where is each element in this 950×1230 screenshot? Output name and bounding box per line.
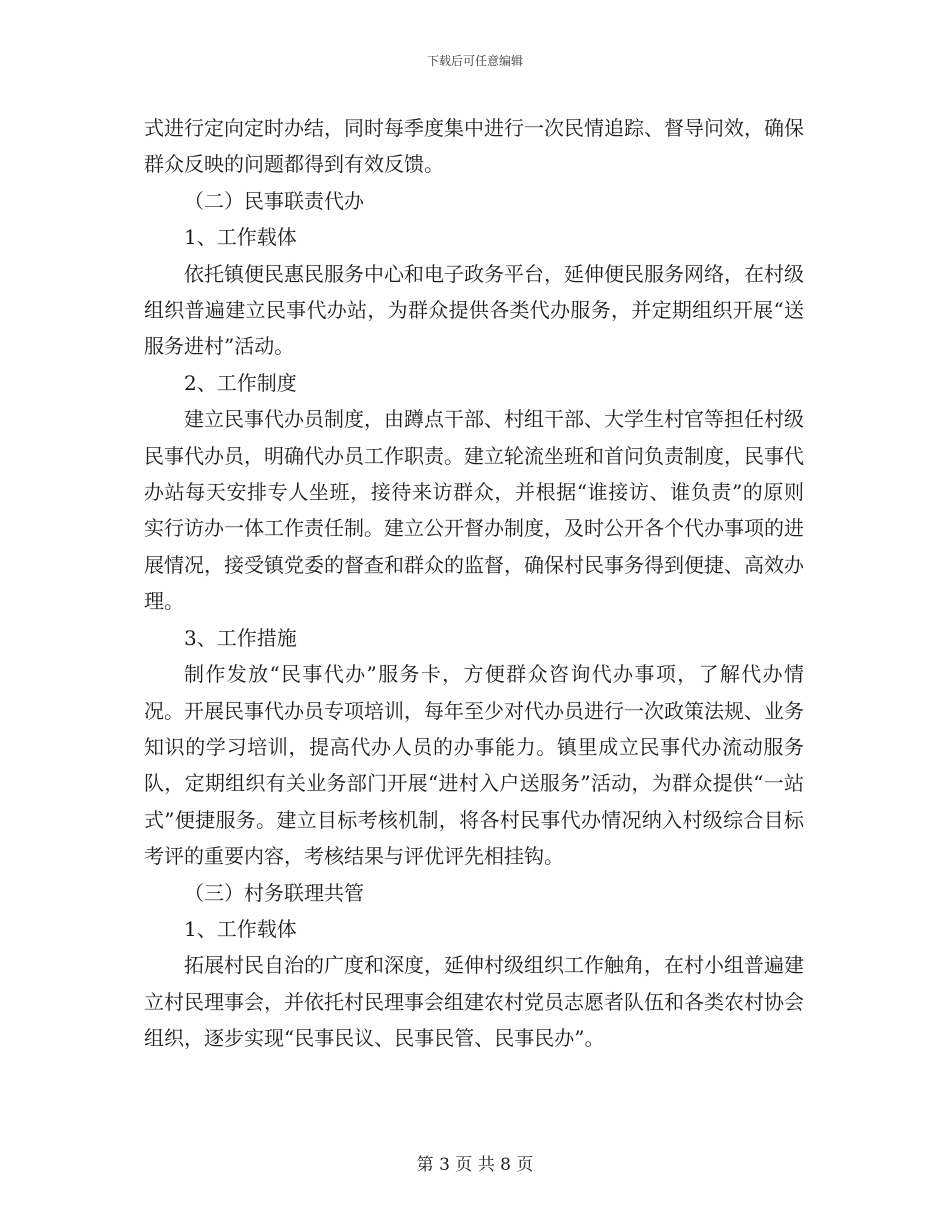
- paragraph-work-measures: 制作发放“民事代办”服务卡，方便群众咨询代办事项，了解代办情况。开展民事代办员专项培训，每年至少对代办员进行一次政策法规、业务知识的学习培训，提高代办人员的办事能力。镇里成立民事代办流动服务队，定期组织有关业务部门开展“进村入户送服务”活动，为群众提供“一站式”便捷服务。建立目标考核机制，将各村民事代办情况纳入村级综合目标考评的重要内容，考核结果与评优评先相挂钩。: [144, 662, 804, 869]
- paragraph-continued: 式进行定向定时办结，同时每季度集中进行一次民情追踪、督导问效，确保群众反映的问题都得到有效反馈。: [144, 116, 804, 177]
- paragraph-work-carrier: 依托镇便民惠民服务中心和电子政务平台，延伸便民服务网络，在村级组织普遍建立民事代办站，为群众提供各类代办服务，并定期组织开展“送服务进村”活动。: [144, 261, 804, 359]
- section-heading-3: （三）村务联理共管: [184, 880, 364, 905]
- paragraph-work-carrier-3: 拓展村民自治的广度和深度，延伸村级组织工作触角，在村小组普遍建立村民理事会，并依托村民理事会组建农村党员志愿者队伍和各类农村协会组织，逐步实现“民事民议、民事民管、民事民办”。: [144, 953, 804, 1051]
- section-heading-2: （二）民事联责代办: [184, 188, 364, 213]
- subheading-work-carrier-3: 1、工作载体: [184, 916, 297, 941]
- page-header: 下载后可任意编辑: [426, 54, 523, 68]
- subheading-work-system: 2、工作制度: [184, 370, 297, 395]
- subheading-work-carrier: 1、工作载体: [184, 225, 297, 250]
- page-number: 第 3 页 共 8 页: [416, 1155, 534, 1175]
- paragraph-work-system: 建立民事代办员制度，由蹲点干部、村组干部、大学生村官等担任村级民事代办员，明确代办员工作职责。建立轮流坐班和首问负责制度，民事代办站每天安排专人坐班，接待来访群众，并根据“谁接访、谁负责”的原则实行访办一体工作责任制。建立公开督办制度，及时公开各个代办事项的进展情况，接受镇党委的督查和群众的监督，确保村民事务得到便捷、高效办理。: [144, 407, 804, 614]
- subheading-work-measures: 3、工作措施: [184, 625, 297, 650]
- document-body: [144, 110, 804, 1057]
